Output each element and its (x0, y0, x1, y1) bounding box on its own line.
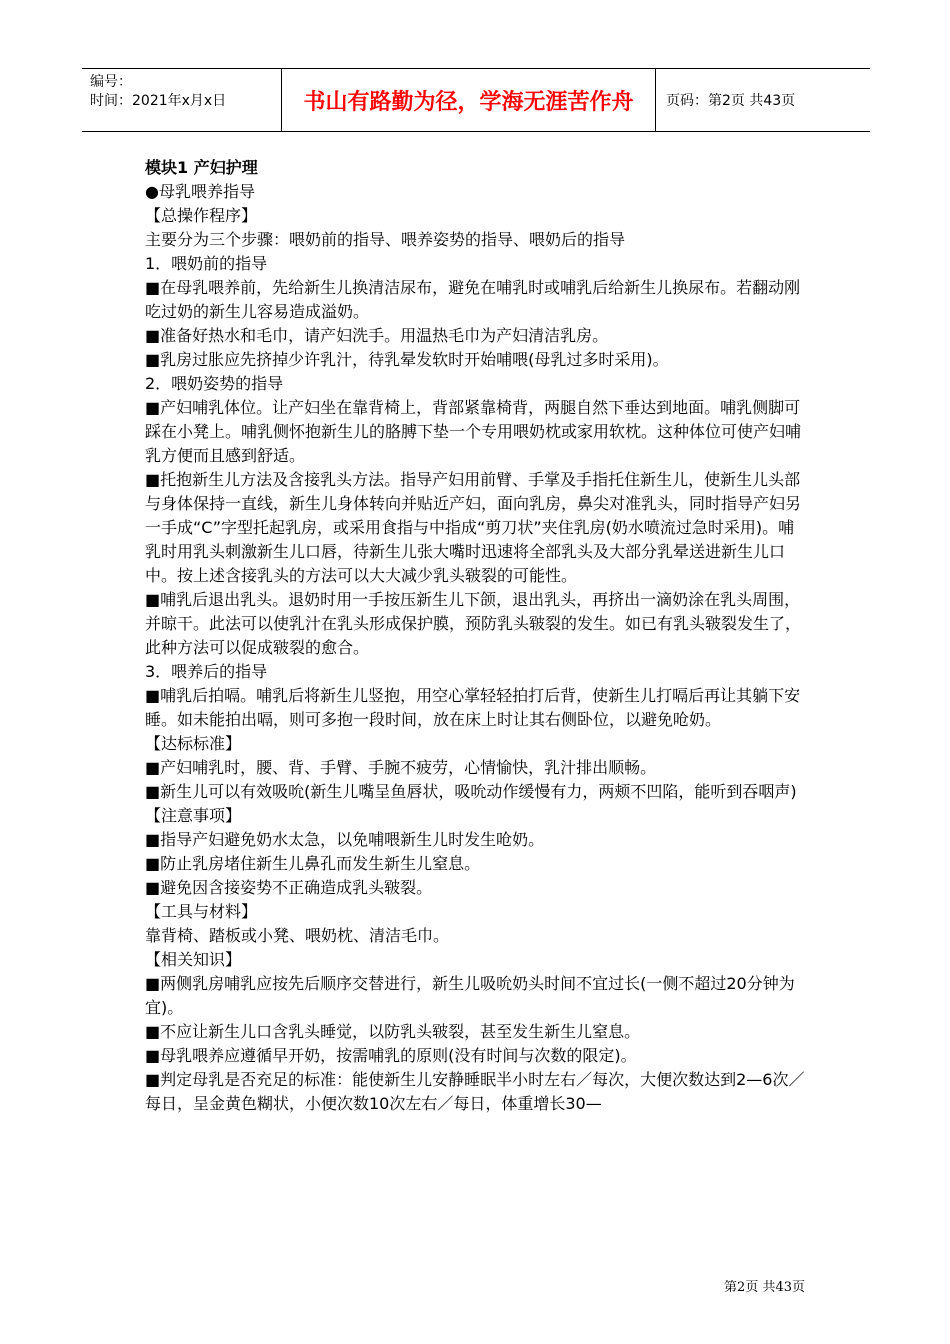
step1-paragraph: ■在母乳喂养前，先给新生儿换清洁尿布，避免在哺乳时或哺乳后给新生儿换尿布。若翻动刚吃过奶的新生儿容易造成溢奶。 (145, 278, 801, 321)
header-meta (82, 69, 282, 131)
standard-heading: 【达标标准】 (145, 734, 242, 753)
step1-paragraph: ■准备好热水和毛巾，请产妇洗手。用温热毛巾为产妇清洁乳房。 (145, 326, 609, 345)
knowledge-item: ■不应让新生儿口含乳头睡觉，以防乳头皲裂，甚至发生新生儿窒息。 (145, 1022, 641, 1041)
page-header (82, 68, 870, 132)
knowledge-item: ■母乳喂养应遵循早开奶，按需哺乳的原则(没有时间与次数的限定)。 (145, 1046, 637, 1065)
module-title: 模块1 产妇护理 (145, 158, 258, 177)
step2-paragraph: ■托抱新生儿方法及含接乳头方法。指导产妇用前臂、手掌及手指托住新生儿，使新生儿头部与身体保持一直线，新生儿身体转向并贴近产妇，面向乳房，鼻尖对准乳头，同时指导产妇另一手成“C”字型托起乳房，或采用食指与中指成“剪刀状”夹住乳房(奶水喷流过急时采用)。哺乳时用乳头刺激新生儿口唇，待新生儿张大嘴时迅速将全部乳头及大部分乳晕送进新生儿口中。按上述含接乳头的方法可以大大减少乳头皲裂的可能性。 (145, 470, 802, 585)
notes-item: ■指导产妇避免奶水太急，以免哺喂新生儿时发生呛奶。 (145, 830, 545, 849)
knowledge-item: ■判定母乳是否充足的标准：能使新生儿安静睡眠半小时左右／每次，大便次数达到2—6次／每日，呈金黄色糊状，小便次数10次左右／每日，体重增长30— (145, 1070, 805, 1113)
step3-paragraph: ■哺乳后拍嗝。哺乳后将新生儿竖抱，用空心掌轻轻拍打后背，使新生儿打嗝后再让其躺下安睡。如未能拍出嗝，则可多抱一段时间，放在床上时让其右侧卧位，以避免呛奶。 (145, 686, 801, 729)
notes-heading: 【注意事项】 (145, 806, 242, 825)
doc-time: 时间：2021年x月x日 (90, 93, 227, 109)
procedure-heading: 【总操作程序】 (145, 206, 258, 225)
knowledge-heading: 【相关知识】 (145, 950, 242, 969)
doc-number: 编号： (90, 74, 132, 90)
section-subtitle: ●母乳喂养指导 (145, 182, 255, 201)
step2-paragraph: ■哺乳后退出乳头。退奶时用一手按压新生儿下颌，退出乳头，再挤出一滴奶涂在乳头周围，并晾干。此法可以使乳汁在乳头形成保护膜，预防乳头皲裂的发生。如已有乳头皲裂发生了，此种方法可以促成皲裂的愈合。 (145, 590, 802, 657)
step1-heading: 1．喂奶前的指导 (145, 254, 268, 273)
header-page-number: 页码：第2页 共43页 (666, 93, 796, 109)
tools-heading: 【工具与材料】 (145, 902, 258, 921)
standard-item: ■产妇哺乳时，腰、背、手臂、手腕不疲劳，心情愉快，乳汁排出顺畅。 (145, 758, 657, 777)
procedure-intro: 主要分为三个步骤：喂奶前的指导、喂养姿势的指导、喂奶后的指导 (145, 230, 626, 249)
step3-heading: 3．喂养后的指导 (145, 662, 268, 681)
tools-item: 靠背椅、踏板或小凳、喂奶枕、清洁毛巾。 (145, 926, 450, 945)
document-body (145, 156, 810, 1116)
footer-page-number: 第2页 共43页 (724, 1280, 805, 1295)
header-motto: 书山有路勤为径，学海无涯苦作舟 (282, 69, 656, 131)
notes-item: ■防止乳房堵住新生儿鼻孔而发生新生儿窒息。 (145, 854, 481, 873)
standard-item: ■新生儿可以有效吸吮(新生儿嘴呈鱼唇状，吸吮动作缓慢有力，两颊不凹陷，能听到吞咽声) (145, 782, 797, 801)
step1-paragraph: ■乳房过胀应先挤掉少许乳汁，待乳晕发软时开始哺喂(母乳过多时采用)。 (145, 350, 669, 369)
notes-item: ■避免因含接姿势不正确造成乳头皲裂。 (145, 878, 433, 897)
step2-paragraph: ■产妇哺乳体位。让产妇坐在靠背椅上，背部紧靠椅背，两腿自然下垂达到地面。哺乳侧脚可踩在小凳上。哺乳侧怀抱新生儿的胳膊下垫一个专用喂奶枕或家用软枕。这种体位可使产妇哺乳方便而且感到舒适。 (145, 398, 802, 465)
step2-heading: 2．喂奶姿势的指导 (145, 374, 284, 393)
knowledge-item: ■两侧乳房哺乳应按先后顺序交替进行，新生儿吸吮奶头时间不宜过长(一侧不超过20分钟为宜)。 (145, 974, 795, 1017)
